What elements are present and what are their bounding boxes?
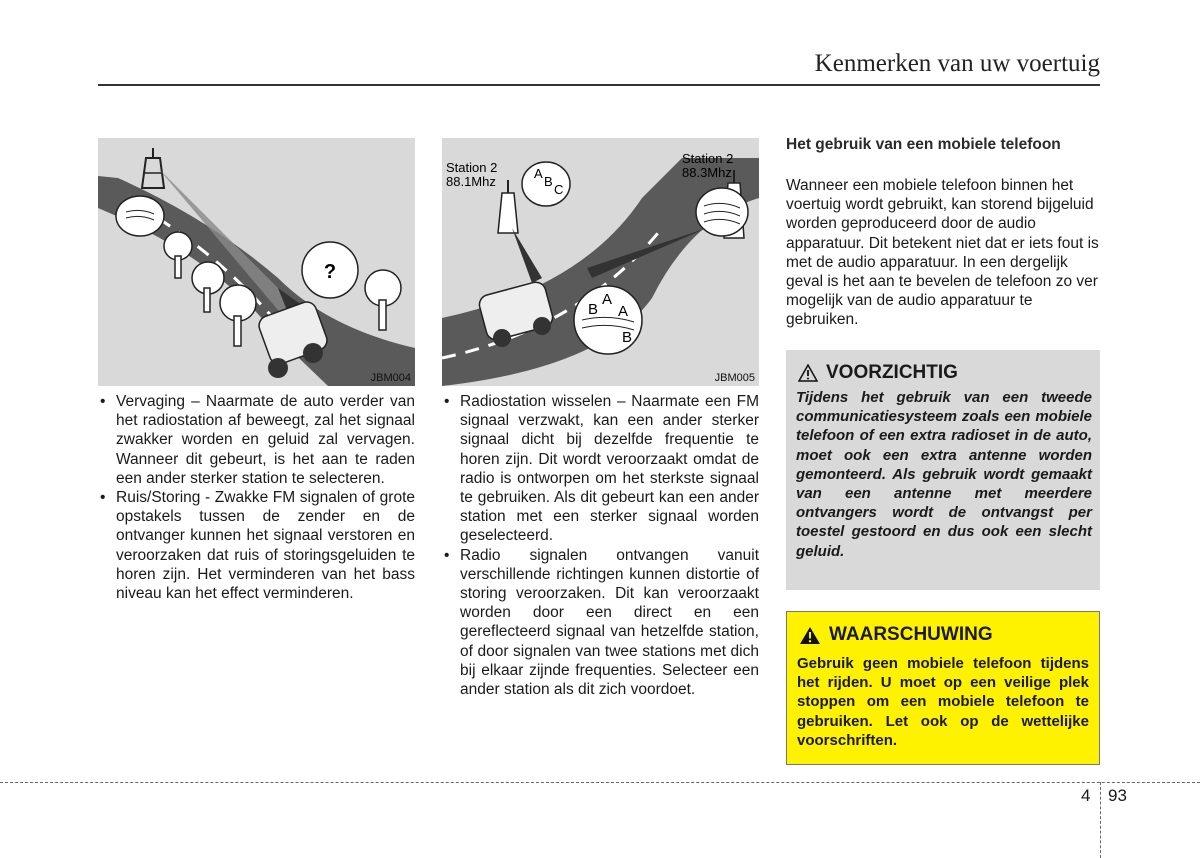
station-left-name: Station 2	[446, 160, 498, 175]
footer-vertical-rule	[1100, 782, 1101, 858]
list-item: • Vervaging – Naarmate de auto verder van het radiostation af beweegt, zal het signaal zwakker worden en geluid zal vervagen. Wanneer dit gebeurt, is het aan te raden een ander sterker station te selecteren.	[98, 392, 415, 488]
figure-code-jbm004: JBM004	[370, 372, 411, 384]
section-body-mobile-phone: Wanneer een mobiele telefoon binnen het voertuig wordt gebruikt, kan storend bijgeluid worden geproduceerd door de audio apparatuur. Dit betekent niet dat er iets fout is met de audio apparatuur. In een dergelijk geval is het aan te bevelen de telefoon zo ver mogelijk van de audio apparatuur te gebruiken.	[786, 177, 1099, 329]
figure-station-switching	[442, 138, 759, 386]
bubble-letter-b: B	[544, 174, 553, 189]
caution-title: VOORZICHTIG	[826, 362, 958, 383]
station-right-name: Station 2	[682, 151, 734, 166]
bubble-letter-a: A	[534, 166, 543, 181]
car-bubble-letter-1: A	[602, 291, 613, 308]
figure-fading-signal	[98, 138, 415, 386]
page-chapter-number: 4	[1081, 786, 1091, 805]
figure-question-mark: ?	[323, 261, 337, 283]
station-switching-illustration	[442, 138, 759, 386]
section-heading-mobile-phone: Het gebruik van een mobiele telefoon	[786, 136, 1061, 153]
station-left-freq: 88.1Mhz	[446, 174, 496, 189]
car-bubble-letter-4: B	[622, 329, 633, 346]
column-2-text	[442, 392, 759, 699]
station-right-freq: 88.3Mhz	[682, 165, 732, 180]
column-1-list	[98, 392, 415, 603]
list-item: • Ruis/Storing - Zwakke FM signalen of grote opstakels tussen de zender en de ontvanger kunnen het signaal verstoren en veroorzaken dat ruis of storingsgeluiden te horen zijn. Het verminderen van het bass niveau kan het effect verminderen.	[98, 488, 415, 603]
bubble-letter-c: C	[554, 182, 564, 197]
warning-title: WAARSCHUWING	[829, 624, 993, 645]
column-2-list	[442, 392, 759, 699]
list-item: • Radio signalen ontvangen vanuit verschillende richtingen kunnen distortie of storing veroorzaken. Dit kan veroorzaakt worden door een direct en een gereflecteerd signaal van hetzelfde station, of door signalen van twee stations met dich bij elkaar zijnde frequenties. Selecteer een ander station als dit zich voordoet.	[442, 546, 759, 700]
caution-box	[786, 350, 1100, 590]
page-number: 93	[1108, 786, 1127, 805]
warning-box	[786, 611, 1100, 765]
caution-triangle-icon	[798, 364, 818, 382]
column-1-text	[98, 392, 415, 603]
page-header-title: Kenmerken van uw voertuig	[814, 50, 1100, 77]
warning-title-row	[799, 624, 993, 646]
header-rule	[98, 84, 1100, 86]
warning-body: Gebruik geen mobiele telefoon tijdens het rijden. U moet op een veilige plek stoppen om een mobiele telefoon te gebruiken. Let ook op de wettelijke voorschriften.	[797, 655, 1089, 749]
car-bubble-letter-2: B	[588, 301, 599, 318]
caution-title-row	[798, 362, 958, 384]
warning-triangle-icon	[799, 626, 821, 645]
car-bubble-letter-3: A	[618, 303, 629, 320]
footer-rule	[0, 782, 1200, 783]
list-item: • Radiostation wisselen – Naarmate een FM signaal verzwakt, kan een ander sterker signaal dicht bij dezelfde frequentie te horen zijn. Dit wordt veroorzaakt omdat de radio is ontworpen om het sterkste signaal te gebruiken. Als dit gebeurt kan een ander station met een sterker signaal worden geselecteerd.	[442, 392, 759, 546]
caution-body: Tijdens het gebruik van een tweede communicatiesysteem zoals een mobiele telefoon of een extra radioset in de auto, moet ook een extra antenne worden gemonteerd. Als gebruik wordt gemaakt van een antenne met meerdere ontvangers wordt de ontvangst per toestel gestoord en dus ook een slecht geluid.	[796, 389, 1092, 560]
fading-signal-illustration	[98, 138, 415, 386]
figure-code-jbm005: JBM005	[714, 372, 755, 384]
